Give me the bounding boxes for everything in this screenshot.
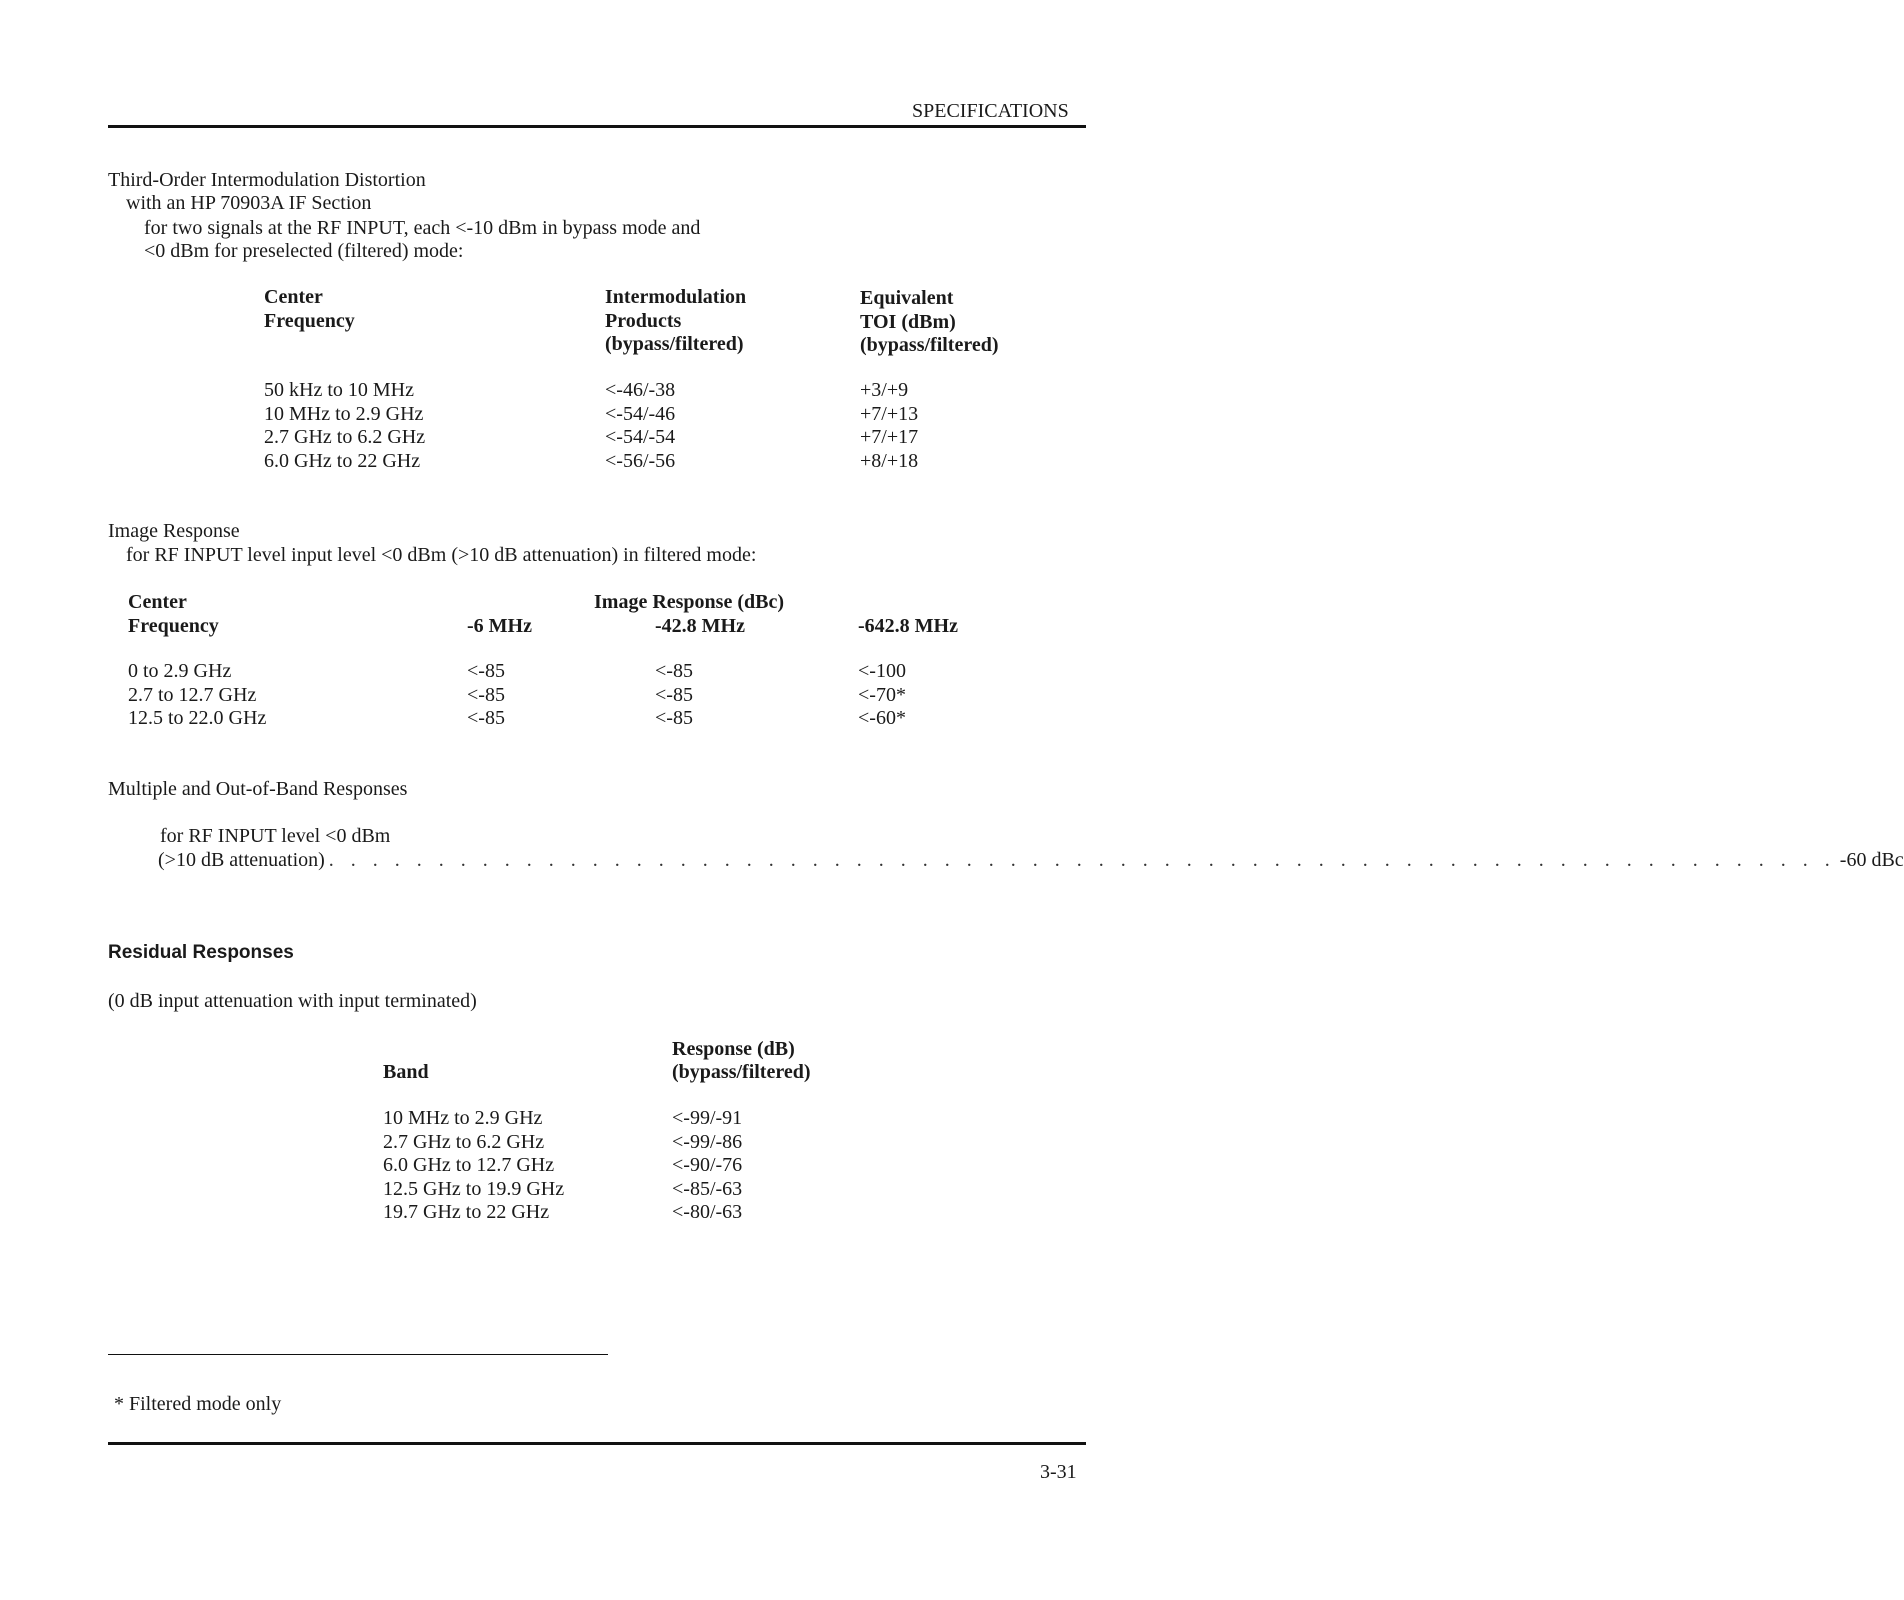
image-col-642mhz (858, 660, 906, 731)
toi-line-1: with an HP 70903A IF Section (126, 192, 372, 214)
image-col-6mhz (467, 660, 505, 731)
multiple-line-2: (>10 dB attenuation) (158, 849, 325, 871)
table-row: 50 kHz to 10 MHz (264, 379, 414, 401)
multiple-leader-line (150, 848, 1904, 872)
toi-header-center-frequency: Center Frequency (264, 286, 355, 332)
footnote-rule (108, 1354, 608, 1355)
image-subtitle: for RF INPUT level input level <0 dBm (>10 dB attenuation) in filtered mode: (126, 544, 757, 566)
table-row: <-54/-46 (605, 402, 676, 425)
table-row: <-99/-91 (672, 1107, 743, 1129)
table-row: 12.5 to 22.0 GHz (128, 707, 267, 729)
toi-line-2: for two signals at the RF INPUT, each <-10 dBm in bypass mode and (144, 217, 701, 239)
table-row: +7/+17 (860, 426, 919, 448)
residual-col-band (383, 1107, 564, 1225)
image-header-42mhz: -42.8 MHz (655, 615, 745, 637)
table-row: 2.7 to 12.7 GHz (128, 683, 257, 706)
table-row: <-85 (467, 660, 505, 682)
table-row: <-100 (858, 660, 906, 682)
multiple-value: -60 dBc (1839, 849, 1904, 871)
toi-line-3: <0 dBm for preselected (filtered) mode: (144, 240, 464, 262)
table-row: 10 MHz to 2.9 GHz (383, 1107, 543, 1129)
table-row: <-85 (467, 707, 505, 729)
toi-col-toi (860, 379, 918, 473)
table-row: <-60* (858, 707, 906, 729)
table-row: 0 to 2.9 GHz (128, 660, 232, 682)
section-header: SPECIFICATIONS (912, 100, 1069, 122)
table-row: <-99/-86 (672, 1130, 743, 1153)
table-row: <-46/-38 (605, 379, 676, 401)
residual-title: Residual Responses (108, 942, 294, 963)
image-col-frequency (128, 660, 266, 731)
multiple-line-1: for RF INPUT level <0 dBm (160, 825, 391, 847)
table-row: 10 MHz to 2.9 GHz (264, 402, 424, 425)
image-header-frequency: Frequency (128, 615, 219, 637)
image-col-42mhz (655, 660, 693, 731)
residual-header-response: Response (dB) (672, 1038, 795, 1060)
header-rule (108, 125, 1086, 128)
footnote: * Filtered mode only (114, 1393, 282, 1415)
image-header-642mhz: -642.8 MHz (858, 615, 958, 637)
residual-header-band: Band (383, 1061, 429, 1083)
page-number: 3-31 (1040, 1461, 1077, 1483)
table-row: <-80/-63 (672, 1201, 743, 1223)
image-header-group: Image Response (dBc) (594, 591, 784, 613)
toi-col-products (605, 379, 675, 473)
table-row: +3/+9 (860, 379, 909, 401)
table-row: <-54/-54 (605, 426, 676, 448)
multiple-title: Multiple and Out-of-Band Responses (108, 778, 408, 800)
table-row: +7/+13 (860, 402, 919, 425)
table-row: <-85 (467, 683, 505, 706)
table-row: 12.5 GHz to 19.9 GHz (383, 1177, 565, 1200)
table-row: 6.0 GHz to 12.7 GHz (383, 1154, 555, 1176)
residual-subtitle: (0 dB input attenuation with input terminated) (108, 990, 477, 1012)
table-row: <-85 (655, 660, 693, 682)
residual-col-response (672, 1107, 742, 1225)
toi-col-frequency (264, 379, 425, 473)
table-row: <-56/-56 (605, 449, 676, 472)
table-row: 6.0 GHz to 22 GHz (264, 449, 421, 472)
table-row: 2.7 GHz to 6.2 GHz (264, 426, 426, 448)
footer-rule (108, 1442, 1086, 1445)
image-title: Image Response (108, 520, 240, 542)
image-header-center: Center (128, 591, 187, 613)
table-row: <-70* (858, 683, 906, 706)
table-row: <-85 (655, 707, 693, 729)
toi-title: Third-Order Intermodulation Distortion (108, 169, 426, 191)
leader-dots: . . . . . . . . . . . . . . . . . . . . . . . . . . . . . . . . . . . . . . . . . . . . . . . . . . . . . . . . . . . . . . . . . . . . . (328, 849, 1836, 871)
table-row: 2.7 GHz to 6.2 GHz (383, 1130, 545, 1153)
toi-header-products: Intermodulation Products (bypass/filtered) (605, 286, 747, 355)
residual-header-mode: (bypass/filtered) (672, 1061, 811, 1083)
table-row: <-90/-76 (672, 1154, 743, 1176)
table-row: +8/+18 (860, 449, 919, 472)
table-row: <-85 (655, 683, 693, 706)
table-row: <-85/-63 (672, 1177, 743, 1200)
table-row: 19.7 GHz to 22 GHz (383, 1201, 550, 1223)
toi-header-toi: Equivalent TOI (dBm) (bypass/filtered) (860, 287, 999, 356)
image-header-6mhz: -6 MHz (467, 615, 532, 637)
